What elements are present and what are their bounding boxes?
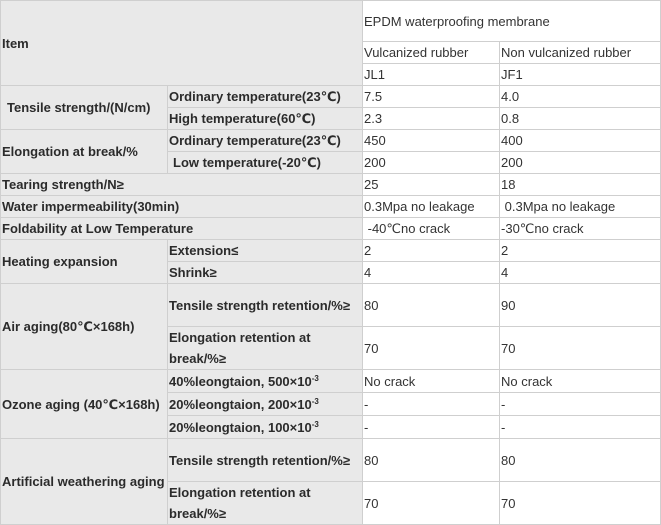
tearing-jl1: 25 xyxy=(363,174,500,196)
elongation-ordinary-label: Ordinary temperature(23℃) xyxy=(168,130,363,152)
heating-extension-jl1: 2 xyxy=(363,240,500,262)
air-aging-elongation-jf1: 70 xyxy=(500,327,661,370)
foldability-label: Foldability at Low Temperature xyxy=(1,218,363,240)
tensile-ordinary-jl1: 7.5 xyxy=(363,86,500,108)
foldability-jf1: -30℃no crack xyxy=(500,218,661,240)
jl1-type-header: Vulcanized rubber xyxy=(363,42,500,64)
tensile-high-jf1: 0.8 xyxy=(500,108,661,130)
air-aging-tensile-jl1: 80 xyxy=(363,284,500,327)
tensile-high-jl1: 2.3 xyxy=(363,108,500,130)
elongation-ordinary-jl1: 450 xyxy=(363,130,500,152)
heating-shrink-label: Shrink≥ xyxy=(168,262,363,284)
air-aging-elongation-jl1: 70 xyxy=(363,327,500,370)
jf1-code-header: JF1 xyxy=(500,64,661,86)
ozone-r1-exponent: -3 xyxy=(311,373,319,383)
elongation-ordinary-jf1: 400 xyxy=(500,130,661,152)
elongation-low-jf1: 200 xyxy=(500,152,661,174)
water-jf1: 0.3Mpa no leakage xyxy=(500,196,661,218)
tensile-high-label: High temperature(60℃) xyxy=(168,108,363,130)
ozone-r3-label: 20%leongtaion, $100\times 10^{-3}$ xyxy=(168,416,363,439)
water-jl1: 0.3Mpa no leakage xyxy=(363,196,500,218)
air-aging-label: Air aging(80℃×168h) xyxy=(1,284,168,370)
elongation-low-label: Low temperature(-20℃) xyxy=(168,152,363,174)
weathering-elongation-label: Elongation retention at break/%≥ xyxy=(168,482,363,525)
ozone-r3-jf1: - xyxy=(500,416,661,439)
air-aging-elongation-label: Elongation retention at break/%≥ xyxy=(168,327,363,370)
heating-shrink-jl1: 4 xyxy=(363,262,500,284)
tensile-strength-label: Tensile strength/(N/cm) xyxy=(1,86,168,130)
ozone-r3-exponent: -3 xyxy=(311,419,319,429)
jl1-code-header: JL1 xyxy=(363,64,500,86)
ozone-r3-jl1: - xyxy=(363,416,500,439)
ozone-r2-jl1: - xyxy=(363,393,500,416)
weathering-elongation-jf1: 70 xyxy=(500,482,661,525)
weathering-elongation-jl1: 70 xyxy=(363,482,500,525)
elongation-low-jl1: 200 xyxy=(363,152,500,174)
water-label: Water impermeability(30min) xyxy=(1,196,363,218)
ozone-r1-jl1: No crack xyxy=(363,370,500,393)
foldability-jl1: -40℃no crack xyxy=(363,218,500,240)
weathering-tensile-jl1: 80 xyxy=(363,439,500,482)
weathering-label: Artificial weathering aging xyxy=(1,439,168,525)
heating-extension-label: Extension≤ xyxy=(168,240,363,262)
product-header: EPDM waterproofing membrane xyxy=(363,1,661,42)
tearing-jf1: 18 xyxy=(500,174,661,196)
air-aging-tensile-label: Tensile strength retention/%≥ xyxy=(168,284,363,327)
ozone-r2-exponent: -3 xyxy=(311,396,319,406)
ozone-r2-label: 20%leongtaion, $200\times 10^{-3}$ xyxy=(168,393,363,416)
item-header: Item xyxy=(1,1,363,86)
elongation-label: Elongation at break/% xyxy=(1,130,168,174)
tensile-ordinary-jf1: 4.0 xyxy=(500,86,661,108)
heating-label: Heating expansion xyxy=(1,240,168,284)
ozone-r2-jf1: - xyxy=(500,393,661,416)
heating-extension-jf1: 2 xyxy=(500,240,661,262)
tensile-ordinary-label: Ordinary temperature(23℃) xyxy=(168,86,363,108)
heating-shrink-jf1: 4 xyxy=(500,262,661,284)
tearing-label: Tearing strength/N≥ xyxy=(1,174,363,196)
weathering-tensile-jf1: 80 xyxy=(500,439,661,482)
ozone-r1-jf1: No crack xyxy=(500,370,661,393)
weathering-tensile-label: Tensile strength retention/%≥ xyxy=(168,439,363,482)
ozone-label: Ozone aging (40℃×168h) xyxy=(1,370,168,439)
ozone-r1-label: 40%leongtaion, $500\times 10^{-3}$ xyxy=(168,370,363,393)
air-aging-tensile-jf1: 90 xyxy=(500,284,661,327)
jf1-type-header: Non vulcanized rubber xyxy=(500,42,661,64)
